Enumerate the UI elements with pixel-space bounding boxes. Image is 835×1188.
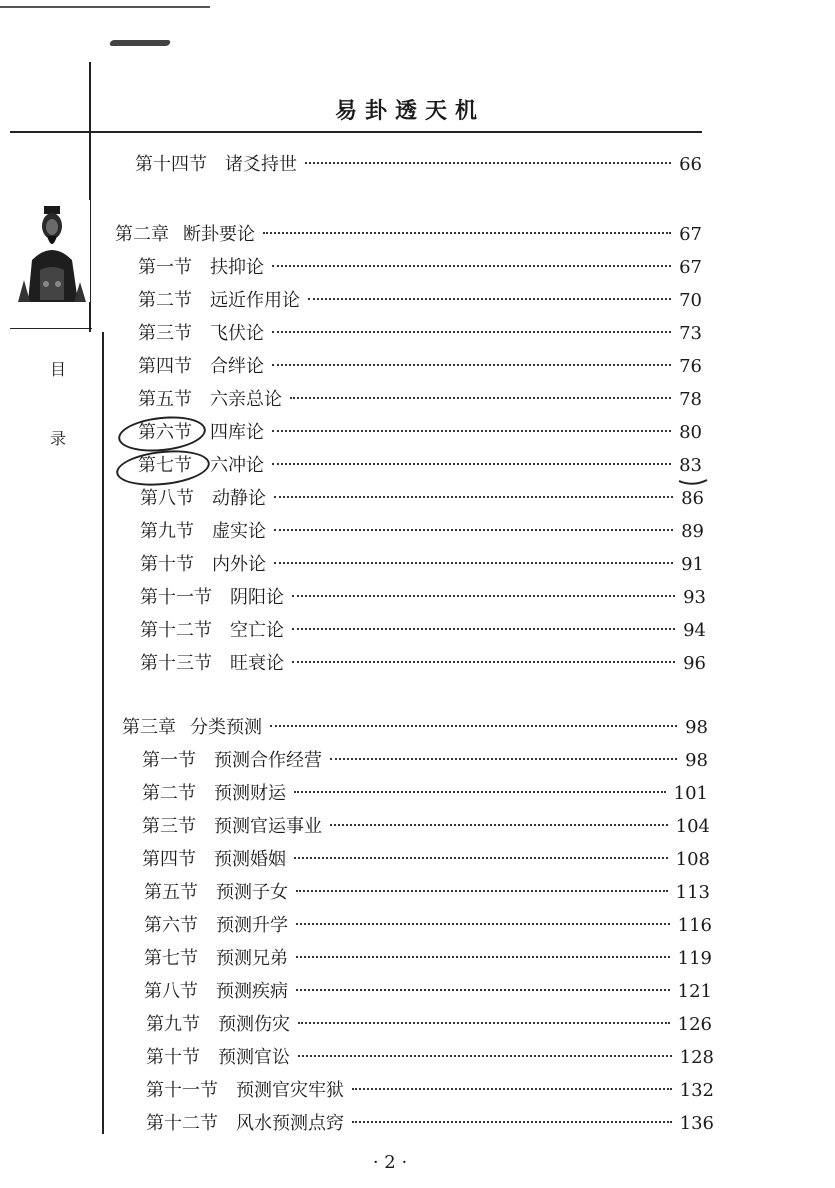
- toc-section-title: 预测财运: [214, 783, 286, 804]
- toc-page-number: 83: [679, 455, 702, 476]
- toc-section-title: 预测官灾牢狱: [236, 1080, 344, 1101]
- toc-chapter-number: 第三章: [122, 717, 176, 738]
- toc-section-title: 六冲论: [210, 455, 264, 476]
- toc-section-title: 阴阳论: [230, 587, 284, 608]
- toc-entry[interactable]: [146, 1046, 714, 1070]
- toc-section-number: 第二节: [142, 783, 196, 804]
- toc-page-number: 101: [673, 783, 708, 804]
- toc-section-title: 预测伤灾: [218, 1014, 290, 1035]
- dot-leader: [272, 331, 671, 333]
- toc-section-number: 第十三节: [140, 653, 212, 674]
- toc-page-number: 80: [679, 422, 702, 443]
- toc-section-title: 预测官讼: [218, 1047, 290, 1068]
- toc-section-number: 第八节: [144, 981, 198, 1002]
- toc-section-number: 第六节: [144, 915, 198, 936]
- ink-smudge: [109, 40, 171, 46]
- toc-page-number: 89: [681, 521, 704, 542]
- toc-entry[interactable]: [140, 487, 704, 511]
- toc-entry[interactable]: [138, 355, 702, 379]
- toc-section-title: 扶抑论: [210, 257, 264, 278]
- toc-entry[interactable]: [146, 1112, 714, 1136]
- toc-section-number: 第十二节: [146, 1113, 218, 1134]
- toc-section-title: 预测升学: [216, 915, 288, 936]
- dot-leader: [290, 397, 671, 399]
- dot-leader: [274, 529, 673, 531]
- toc-entry[interactable]: [138, 388, 702, 412]
- toc-entry[interactable]: [146, 1079, 714, 1103]
- side-label-mu: 目: [50, 360, 67, 379]
- toc-entry[interactable]: [140, 520, 704, 544]
- toc-page-number: 66: [679, 154, 702, 175]
- dot-leader: [272, 265, 671, 267]
- dot-leader: [292, 661, 675, 663]
- side-rule: [10, 328, 92, 329]
- dot-leader: [305, 162, 671, 164]
- dot-leader: [330, 824, 668, 826]
- toc-entry[interactable]: [138, 256, 702, 280]
- toc-section-title: 预测合作经营: [214, 750, 322, 771]
- toc-entry[interactable]: [138, 322, 702, 346]
- toc-section-number: 第九节: [140, 521, 194, 542]
- toc-section-number: 第五节: [144, 882, 198, 903]
- toc-entry[interactable]: [144, 881, 710, 905]
- dot-leader: [296, 989, 670, 991]
- dot-leader: [298, 1022, 670, 1024]
- toc-section-number: 第一节: [142, 750, 196, 771]
- handwritten-circle-mark: [114, 446, 211, 490]
- toc-section-title: 虚实论: [212, 521, 266, 542]
- header-rule: [10, 131, 702, 133]
- dot-leader: [352, 1088, 672, 1090]
- toc-page-number: 76: [679, 356, 702, 377]
- toc-section-number: 第八节: [140, 488, 194, 509]
- dot-leader: [292, 595, 675, 597]
- toc-section-number: 第三节: [142, 816, 196, 837]
- dot-leader: [274, 496, 673, 498]
- toc-section-number: 第一节: [138, 257, 192, 278]
- toc-page-number: 128: [679, 1047, 714, 1068]
- toc-section-title: 动静论: [212, 488, 266, 509]
- dot-leader: [296, 923, 670, 925]
- toc-page-number: 70: [679, 290, 702, 311]
- sage-portrait-icon: [14, 200, 90, 302]
- toc-page-number: 136: [679, 1113, 714, 1134]
- toc-section-number: 第七节: [138, 455, 192, 476]
- toc-page-number: 116: [677, 915, 712, 936]
- toc-chapter-title: 断卦要论: [183, 224, 255, 245]
- toc-section-title: 远近作用论: [210, 290, 300, 311]
- toc-entry[interactable]: [140, 619, 706, 643]
- toc-page-number: 126: [677, 1014, 712, 1035]
- toc-section-number: 第七节: [144, 948, 198, 969]
- dot-leader: [308, 298, 671, 300]
- toc-section-title: 预测婚姻: [214, 849, 286, 870]
- toc-page-number: 91: [681, 554, 704, 575]
- toc-entry[interactable]: [144, 980, 712, 1004]
- toc-section-number: 第十节: [146, 1047, 200, 1068]
- toc-page-number: 119: [677, 948, 712, 969]
- dot-leader: [298, 1055, 672, 1057]
- dot-leader: [294, 857, 668, 859]
- dot-leader: [296, 890, 668, 892]
- dot-leader: [272, 430, 671, 432]
- dot-leader: [330, 758, 677, 760]
- side-label-lu: 录: [50, 429, 67, 448]
- toc-page-number: 67: [679, 257, 702, 278]
- toc-section-title: 四库论: [210, 422, 264, 443]
- toc-page-number: 104: [675, 816, 710, 837]
- dot-leader: [352, 1121, 672, 1123]
- dot-leader: [270, 725, 677, 727]
- toc-section-title: 内外论: [212, 554, 266, 575]
- toc-margin-rule: [102, 332, 104, 1134]
- toc-section-title: 诸爻持世: [225, 154, 297, 175]
- toc-entry[interactable]: [138, 421, 702, 445]
- toc-section-number: 第十节: [140, 554, 194, 575]
- toc-section-title: 飞伏论: [210, 323, 264, 344]
- toc-section-title: 预测疾病: [216, 981, 288, 1002]
- toc-entry[interactable]: [142, 815, 710, 839]
- toc-page-number: 94: [683, 620, 706, 641]
- toc-section-number: 第十一节: [140, 587, 212, 608]
- toc-entry[interactable]: [142, 848, 710, 872]
- toc-section-number: 第三节: [138, 323, 192, 344]
- dot-leader: [274, 562, 673, 564]
- handwritten-circle-mark: [116, 412, 207, 455]
- toc-section-number: 第六节: [138, 422, 192, 443]
- toc-page-number: 96: [683, 653, 706, 674]
- toc-page-number: 98: [685, 750, 708, 771]
- toc-entry[interactable]: [142, 749, 708, 773]
- toc-section-number: 第五节: [138, 389, 192, 410]
- toc-section-title: 空亡论: [230, 620, 284, 641]
- running-title: 易卦透天机: [334, 98, 485, 124]
- toc-chapter-entry[interactable]: [122, 716, 708, 740]
- toc-page-number: 73: [679, 323, 702, 344]
- dot-leader: [263, 232, 671, 234]
- toc-section-number: 第十一节: [146, 1080, 218, 1101]
- toc-section-number: 第九节: [146, 1014, 200, 1035]
- toc-section-number: 第十四节: [135, 154, 207, 175]
- toc-page-number: 86: [681, 488, 704, 509]
- toc-page-number: 98: [685, 717, 708, 738]
- toc-entry[interactable]: [142, 782, 708, 806]
- toc-entry[interactable]: [144, 914, 712, 938]
- toc-page-number: 132: [679, 1080, 714, 1101]
- toc-section-number: 第二节: [138, 290, 192, 311]
- toc-chapter-entry[interactable]: [115, 223, 702, 247]
- handwritten-underline-mark: [678, 479, 708, 487]
- toc-page-number: 113: [675, 882, 710, 903]
- toc-page-number: 93: [683, 587, 706, 608]
- toc-section-title: 六亲总论: [210, 389, 282, 410]
- toc-entry[interactable]: [140, 652, 706, 676]
- toc-section-title: 合绊论: [210, 356, 264, 377]
- toc-page-number: 67: [679, 224, 702, 245]
- toc-section-title: 预测兄弟: [216, 948, 288, 969]
- dot-leader: [272, 463, 671, 465]
- toc-page-number: 121: [677, 981, 712, 1002]
- toc-section-title: 预测子女: [216, 882, 288, 903]
- toc-entry[interactable]: [138, 289, 702, 313]
- toc-section-number: 第四节: [138, 356, 192, 377]
- toc-entry[interactable]: [138, 454, 702, 478]
- toc-section-title: 预测官运事业: [214, 816, 322, 837]
- toc-page-number: 108: [675, 849, 710, 870]
- toc-chapter-number: 第二章: [115, 224, 169, 245]
- dot-leader: [296, 956, 670, 958]
- toc-page-number: 78: [679, 389, 702, 410]
- toc-entry[interactable]: [140, 553, 704, 577]
- toc-entry[interactable]: [146, 1013, 712, 1037]
- toc-chapter-title: 分类预测: [190, 717, 262, 738]
- toc-section-number: 第四节: [142, 849, 196, 870]
- toc-section-number: 第十二节: [140, 620, 212, 641]
- dot-leader: [292, 628, 675, 630]
- top-edge-line: [0, 6, 210, 8]
- toc-entry[interactable]: [140, 586, 706, 610]
- toc-entry[interactable]: [135, 153, 702, 177]
- dot-leader: [272, 364, 671, 366]
- dot-leader: [294, 791, 666, 793]
- toc-section-title: 风水预测点窍: [236, 1113, 344, 1134]
- page-number: · 2 ·: [372, 1152, 408, 1173]
- toc-section-title: 旺衰论: [230, 653, 284, 674]
- toc-entry[interactable]: [144, 947, 712, 971]
